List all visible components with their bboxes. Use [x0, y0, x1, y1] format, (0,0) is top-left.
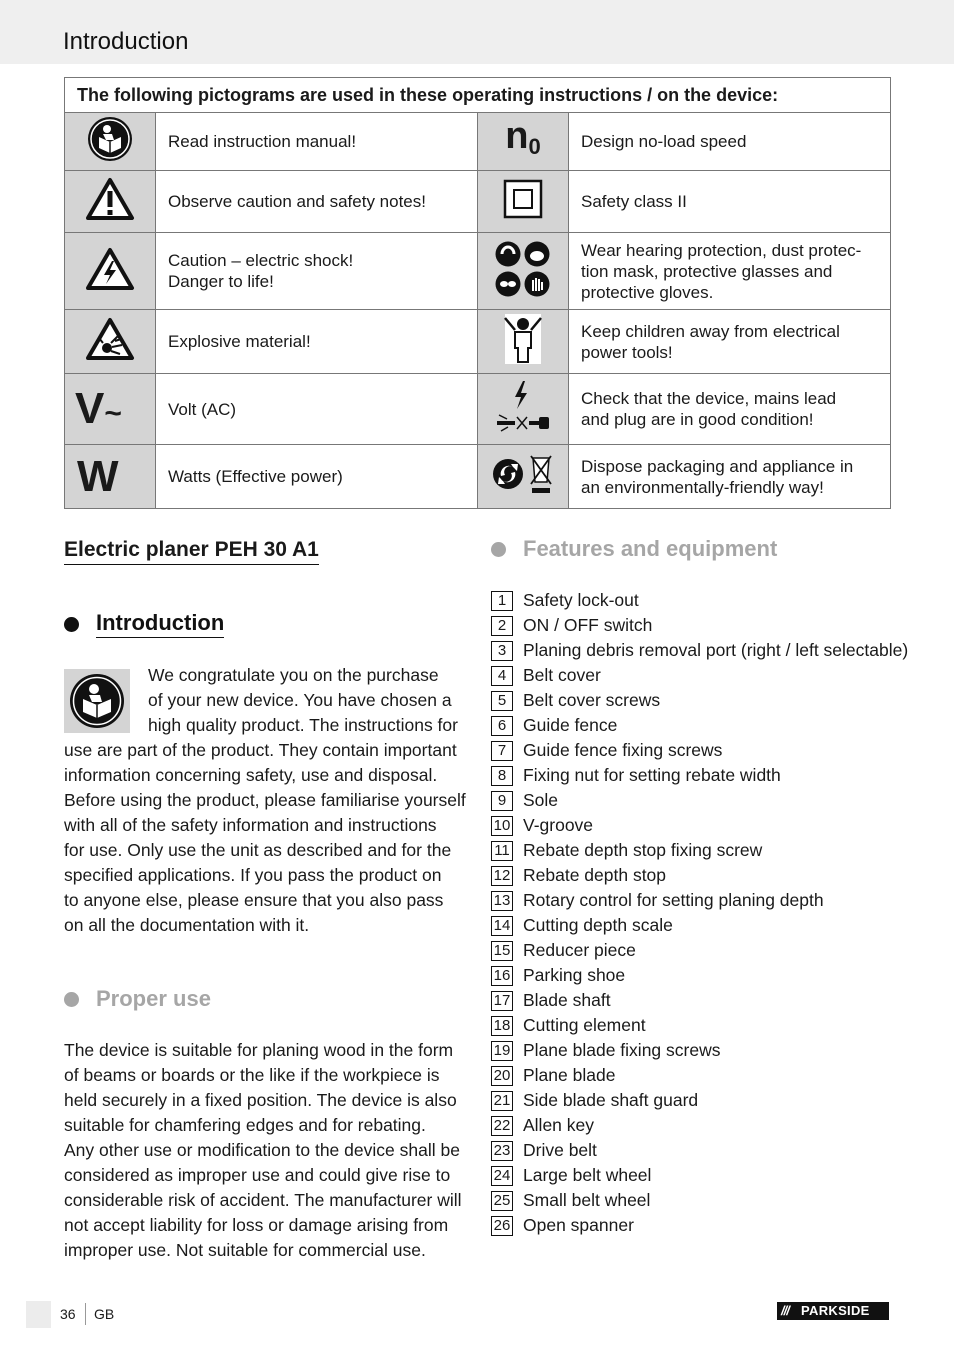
- pictogram-text: Volt (AC): [156, 374, 478, 445]
- pictogram-table-heading: The following pictograms are used in these operating instructions / on the device:: [65, 78, 891, 113]
- feature-item: [491, 1088, 891, 1113]
- feature-number: 25: [491, 1191, 513, 1211]
- pictogram-text: Caution – electric shock! Danger to life!: [156, 233, 478, 310]
- logo-text: PARKSIDE: [801, 1303, 870, 1318]
- explosive-icon: [65, 310, 156, 374]
- pictogram-row: [65, 171, 891, 233]
- feature-number: 17: [491, 991, 513, 1011]
- keep-children-away-icon: [478, 310, 569, 374]
- feature-number: 13: [491, 891, 513, 911]
- read-manual-icon: [65, 113, 156, 171]
- proper-use-text: The device is suitable for planing wood in the form of beams or boards or the like if the workpiece is held securely in a fixed position. The device is also suitable for chamfering edges and for rebating. Any other use or modification to the device shall be considered as improper use and could give rise to considerable risk of accident. The manufacturer will not accept liability for loss or damage arising from improper use. Not suitable for commercial use.: [64, 1040, 462, 1260]
- feature-item: [491, 663, 891, 688]
- feature-number: 9: [491, 791, 513, 811]
- feature-item: [491, 763, 891, 788]
- bullet-icon: [64, 992, 79, 1007]
- pictogram-table: [64, 77, 891, 509]
- feature-label: Drive belt: [523, 1140, 597, 1160]
- feature-label: Plane blade fixing screws: [523, 1040, 721, 1060]
- features-list: [491, 588, 909, 1238]
- recycle-dispose-icon: [478, 445, 569, 509]
- pictogram-row: [65, 233, 891, 310]
- pictogram-text: Explosive material!: [156, 310, 478, 374]
- feature-item: [491, 963, 891, 988]
- feature-item: [491, 738, 891, 763]
- feature-label: Safety lock-out: [523, 590, 639, 610]
- introduction-text-top: We congratulate you on the purchase of your new device. You have chosen a high quality product. The instructions for: [148, 665, 458, 735]
- feature-label: Rebate depth stop fixing screw: [523, 840, 763, 860]
- feature-item: [491, 613, 891, 638]
- feature-label: Parking shoe: [523, 965, 626, 985]
- pictogram-text: Design no-load speed: [569, 113, 891, 171]
- feature-number: 10: [491, 816, 513, 836]
- introduction-text: use are part of the product. They contain important information concerning safety, use and disposal. Before using the product, please familiarise yourself with all of the safety information and instructions for use. Only use the unit as described and for the specified applications. If you pass the product on to anyone else, please ensure that you also pass on all the documentation with it.: [64, 740, 466, 935]
- feature-item: [491, 988, 891, 1013]
- language-code: GB: [94, 1306, 115, 1322]
- feature-item: [491, 888, 891, 913]
- page-number: 36: [60, 1306, 76, 1322]
- feature-item: [491, 588, 891, 613]
- feature-label: Guide fence fixing screws: [523, 740, 723, 760]
- footer-marker: [26, 1301, 51, 1328]
- feature-item: [491, 938, 891, 963]
- feature-number: 4: [491, 666, 513, 686]
- feature-label: ON / OFF switch: [523, 615, 653, 635]
- feature-item: [491, 1113, 891, 1138]
- feature-number: 1: [491, 591, 513, 611]
- feature-item: [491, 1063, 891, 1088]
- page-header: [0, 0, 954, 64]
- parkside-logo: [777, 1302, 889, 1320]
- feature-label: Rotary control for setting planing depth: [523, 890, 824, 910]
- bullet-icon: [64, 617, 79, 632]
- pictogram-text: Safety class II: [569, 171, 891, 233]
- feature-number: 24: [491, 1166, 513, 1186]
- pictogram-row: [65, 445, 891, 509]
- feature-label: Planing debris removal port (right / left selectable): [523, 640, 909, 660]
- feature-item: [491, 913, 891, 938]
- product-title: Electric planer PEH 30 A1: [64, 536, 319, 565]
- watts-symbol: W: [65, 445, 156, 509]
- pictogram-text: Read instruction manual!: [156, 113, 478, 171]
- feature-item: [491, 1138, 891, 1163]
- feature-item: [491, 713, 891, 738]
- feature-item: [491, 863, 891, 888]
- feature-label: V-groove: [523, 815, 594, 835]
- feature-number: 7: [491, 741, 513, 761]
- feature-label: Large belt wheel: [523, 1165, 652, 1185]
- footer-divider: [85, 1303, 86, 1325]
- pictogram-row: [65, 374, 891, 445]
- logo-mark: ///: [781, 1303, 789, 1318]
- feature-number: 23: [491, 1141, 513, 1161]
- feature-label: Fixing nut for setting rebate width: [523, 765, 781, 785]
- feature-number: 15: [491, 941, 513, 961]
- feature-item: [491, 1188, 891, 1213]
- no-load-speed-symbol: n0: [478, 113, 569, 171]
- feature-number: 12: [491, 866, 513, 886]
- pictogram-text: Check that the device, mains lead and plug are in good condition!: [569, 374, 891, 445]
- feature-label: Reducer piece: [523, 940, 636, 960]
- pictogram-text: Watts (Effective power): [156, 445, 478, 509]
- pictogram-text: Dispose packaging and appliance in an environmentally-friendly way!: [569, 445, 891, 509]
- proper-use-heading: Proper use: [96, 986, 211, 1011]
- volt-ac-symbol: V~: [65, 374, 156, 445]
- feature-item: [491, 1213, 891, 1238]
- introduction-heading: Introduction: [96, 609, 224, 638]
- feature-label: Blade shaft: [523, 990, 611, 1010]
- pictogram-text: Wear hearing protection, dust protec- tion mask, protective glasses and protective gloves.: [569, 233, 891, 310]
- pictogram-text: Keep children away from electrical power tools!: [569, 310, 891, 374]
- feature-item: [491, 838, 891, 863]
- feature-item: [491, 1038, 891, 1063]
- feature-item: [491, 688, 891, 713]
- pictogram-row: [65, 310, 891, 374]
- feature-item: [491, 638, 909, 663]
- pictogram-text: Observe caution and safety notes!: [156, 171, 478, 233]
- feature-label: Plane blade: [523, 1065, 616, 1085]
- feature-label: Small belt wheel: [523, 1190, 651, 1210]
- feature-number: 19: [491, 1041, 513, 1061]
- feature-label: Allen key: [523, 1115, 595, 1135]
- features-heading: Features and equipment: [523, 536, 778, 561]
- feature-number: 21: [491, 1091, 513, 1111]
- feature-item: [491, 788, 891, 813]
- feature-label: Open spanner: [523, 1215, 634, 1235]
- feature-item: [491, 813, 891, 838]
- safety-class-ii-icon: [478, 171, 569, 233]
- feature-label: Rebate depth stop: [523, 865, 667, 885]
- page-title: Introduction: [63, 28, 189, 55]
- feature-number: 5: [491, 691, 513, 711]
- electric-shock-icon: [65, 233, 156, 310]
- damaged-cable-icon: [478, 374, 569, 445]
- caution-triangle-icon: [65, 171, 156, 233]
- feature-number: 14: [491, 916, 513, 936]
- feature-item: [491, 1013, 891, 1038]
- feature-number: 2: [491, 616, 513, 636]
- feature-label: Belt cover: [523, 665, 601, 685]
- feature-label: Cutting element: [523, 1015, 646, 1035]
- feature-number: 6: [491, 716, 513, 736]
- bullet-icon: [491, 542, 506, 557]
- feature-number: 16: [491, 966, 513, 986]
- feature-label: Belt cover screws: [523, 690, 661, 710]
- feature-label: Sole: [523, 790, 559, 810]
- protective-gear-icon: [478, 233, 569, 310]
- feature-label: Guide fence: [523, 715, 618, 735]
- read-manual-icon: [64, 669, 130, 733]
- feature-number: 20: [491, 1066, 513, 1086]
- feature-number: 18: [491, 1016, 513, 1036]
- feature-number: 26: [491, 1216, 513, 1236]
- feature-number: 3: [491, 641, 513, 661]
- feature-number: 22: [491, 1116, 513, 1136]
- feature-number: 11: [491, 841, 513, 861]
- feature-label: Cutting depth scale: [523, 915, 673, 935]
- pictogram-row: [65, 113, 891, 171]
- feature-number: 8: [491, 766, 513, 786]
- feature-item: [491, 1163, 891, 1188]
- feature-label: Side blade shaft guard: [523, 1090, 699, 1110]
